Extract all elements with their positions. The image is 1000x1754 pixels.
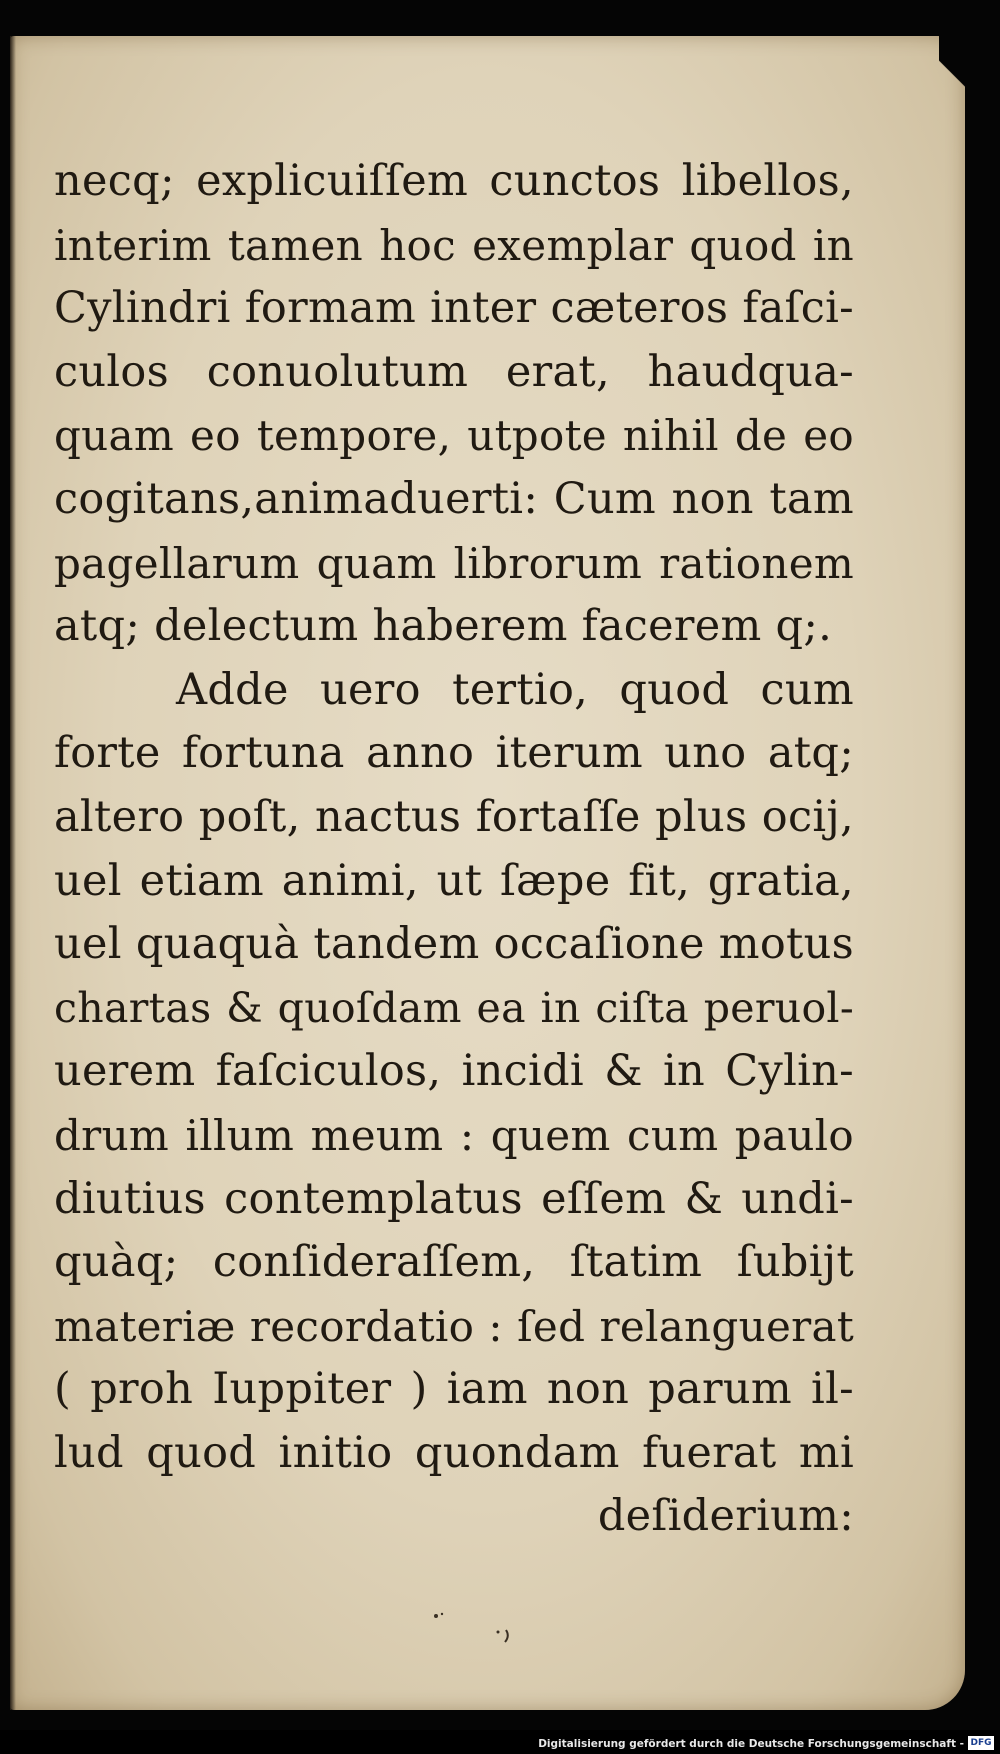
text-line-6: cogitans,animaduerti: Cum non tam [54, 473, 854, 524]
text-line-17: diutius contemplatus eſſem & undi- [54, 1173, 854, 1224]
dfg-logo: DFG [968, 1736, 994, 1750]
text-line-2: interim tamen hoc exemplar quod in [54, 220, 854, 270]
text-line-19: materiæ recordatio : ſed relanguerat [54, 1301, 854, 1351]
ink-specks [428, 1610, 518, 1650]
text-line-11: altero poſt, nactus fortaſſe plus ocij, [54, 791, 854, 842]
text-line-22-catchword: deſiderium: [597, 1491, 854, 1542]
page-text-block [54, 150, 854, 1549]
text-line-4: culos conuolutum erat, haudqua- [54, 346, 854, 397]
book-page [10, 36, 965, 1710]
text-line-15: uerem faſciculos, incidi & in Cylin- [54, 1046, 854, 1097]
text-line-8: atq; delectum haberem facerem q;. [54, 601, 833, 652]
text-line-5: quam eo tempore, utpote nihil de eo [54, 411, 854, 461]
text-line-7: pagellarum quam librorum rationem [54, 538, 854, 588]
text-line-9-paragraph-start: Adde uero tertio, quod cum [176, 664, 854, 715]
text-line-20: ( proh Iuppiter ) iam non parum il- [54, 1364, 854, 1415]
text-line-14: chartas & quoſdam ea in ciſta peruol- [54, 983, 854, 1032]
text-line-1: necq; explicuiſſem cunctos libellos, [54, 156, 854, 206]
text-line-12: uel etiam animi, ut ſæpe fit, gratia, [54, 855, 854, 906]
footer-bar [0, 1730, 1000, 1754]
funding-credit: Digitalisierung gefördert durch die Deutsche Forschungsgemeinschaft - [538, 1738, 964, 1750]
text-line-13: uel quaquà tandem occaſione motus [54, 919, 854, 970]
text-line-21: lud quod initio quondam fuerat mi [54, 1427, 854, 1478]
text-line-3: Cylindri formam inter cæteros faſci- [54, 283, 854, 334]
text-line-16: drum illum meum : quem cum paulo [54, 1110, 854, 1160]
text-line-10: forte fortuna anno iterum uno atq; [54, 728, 854, 779]
text-line-18: quàq; conſideraſſem, ſtatim ſubijt [54, 1237, 854, 1288]
